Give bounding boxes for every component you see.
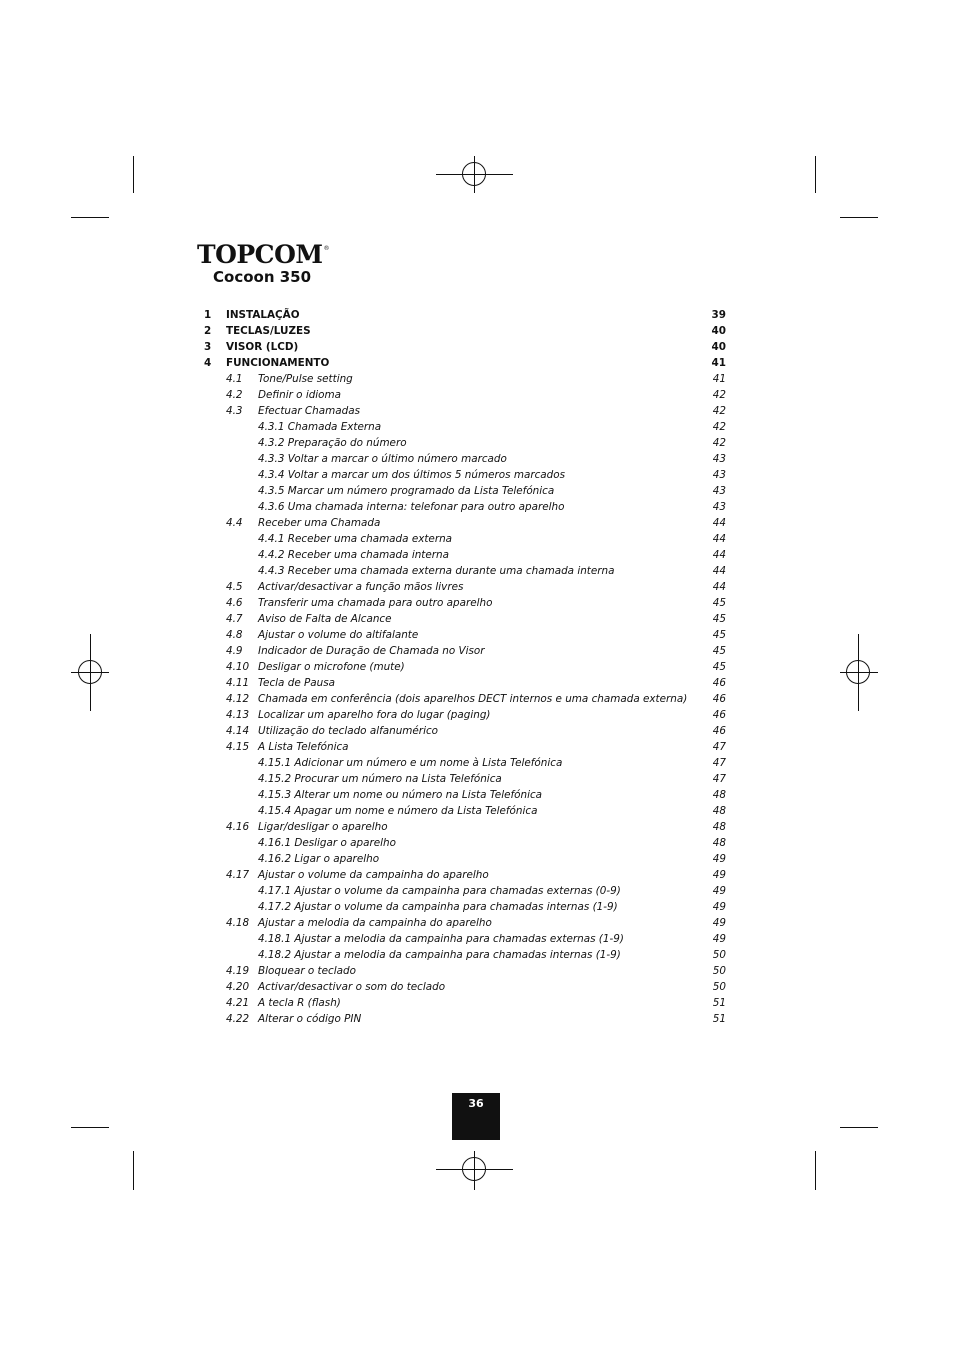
toc-entry-number: 4.12 (226, 693, 250, 705)
toc-entry-number: 2 (204, 325, 212, 337)
toc-entry-number: 4.3 (226, 405, 243, 417)
toc-entry (204, 499, 726, 515)
toc-entry (204, 419, 726, 435)
toc-entry-title: INSTALAÇÃO (226, 309, 300, 321)
logo-wordmark: TOPCOM (197, 240, 323, 269)
toc-entry (204, 835, 726, 851)
toc-entry-number: 4.9 (226, 645, 243, 657)
toc-entry-number: 4 (204, 357, 212, 369)
toc-entry-page: 46 (712, 725, 726, 737)
toc-entry (204, 915, 726, 931)
toc-entry-page: 46 (712, 693, 726, 705)
toc-entry (204, 643, 726, 659)
toc-entry-title: Receber uma Chamada (258, 517, 381, 529)
toc-entry (204, 899, 726, 915)
toc-entry-title: VISOR (LCD) (226, 341, 299, 353)
toc-entry (204, 1011, 726, 1027)
toc-entry-title: Ajustar o volume da campainha do aparelho (258, 869, 489, 881)
toc-entry-page: 42 (712, 421, 726, 433)
toc-entry (204, 947, 726, 963)
toc-entry-number: 4.16 (226, 821, 250, 833)
toc-entry-title: 4.3.4 Voltar a marcar um dos últimos 5 números marcados (258, 469, 566, 481)
toc-entry-page: 48 (712, 805, 726, 817)
toc-entry-title: Indicador de Duração de Chamada no Visor (258, 645, 485, 657)
toc-entry-number: 4.18 (226, 917, 250, 929)
toc-entry (204, 787, 726, 803)
toc-entry-title: 4.17.2 Ajustar o volume da campainha para chamadas internas (1-9) (258, 901, 618, 913)
toc-entry-number: 4.4 (226, 517, 243, 529)
toc-entry-title: Activar/desactivar a função mãos livres (258, 581, 464, 593)
toc-entry-page: 42 (712, 405, 726, 417)
toc-entry-title: 4.15.4 Apagar um nome e número da Lista Telefónica (258, 805, 538, 817)
toc-entry (204, 931, 726, 947)
toc-entry-title: TECLAS/LUZES (226, 325, 311, 337)
toc-entry (204, 595, 726, 611)
toc-entry (204, 819, 726, 835)
toc-entry (204, 611, 726, 627)
toc-entry (204, 979, 726, 995)
toc-entry-title: Activar/desactivar o som do teclado (258, 981, 446, 993)
toc-entry-title: 4.3.3 Voltar a marcar o último número marcado (258, 453, 507, 465)
toc-entry-number: 4.14 (226, 725, 250, 737)
toc-entry (204, 467, 726, 483)
toc-entry-page: 47 (712, 773, 726, 785)
page-number: 36 (468, 1097, 484, 1110)
toc-entry-page: 49 (712, 917, 726, 929)
toc-entry-page: 47 (712, 757, 726, 769)
toc-entry (204, 307, 726, 323)
toc-entry-title: 4.17.1 Ajustar o volume da campainha para chamadas externas (0-9) (258, 885, 621, 897)
toc-entry (204, 515, 726, 531)
toc-entry (204, 323, 726, 339)
toc-entry-number: 4.19 (226, 965, 250, 977)
toc-entry-page: 50 (712, 949, 726, 961)
toc-entry (204, 755, 726, 771)
toc-entry-page: 45 (712, 629, 726, 641)
toc-entry (204, 883, 726, 899)
toc-entry-title: Alterar o código PIN (258, 1013, 362, 1025)
toc-entry-title: 4.3.2 Preparação do número (258, 437, 407, 449)
toc-entry-page: 49 (712, 885, 726, 897)
toc-entry-page: 40 (711, 325, 726, 337)
toc-entry (204, 739, 726, 755)
toc-entry (204, 963, 726, 979)
toc-entry (204, 627, 726, 643)
toc-entry-title: 4.15.2 Procurar um número na Lista Telefónica (258, 773, 502, 785)
toc-entry (204, 675, 726, 691)
toc-entry-number: 4.5 (226, 581, 243, 593)
toc-entry-page: 50 (712, 981, 726, 993)
toc-entry-page: 51 (712, 997, 726, 1009)
toc-entry (204, 995, 726, 1011)
toc-entry-page: 43 (712, 501, 726, 513)
toc-entry-page: 47 (712, 741, 726, 753)
toc-entry-title: 4.15.1 Adicionar um número e um nome à Lista Telefónica (258, 757, 563, 769)
toc-entry-number: 4.11 (226, 677, 250, 689)
toc-entry-title: 4.4.2 Receber uma chamada interna (258, 549, 449, 561)
toc-entry-number: 4.1 (226, 373, 243, 385)
toc-entry-title: Desligar o microfone (mute) (258, 661, 405, 673)
toc-entry-number: 4.6 (226, 597, 243, 609)
toc-entry (204, 547, 726, 563)
toc-entry (204, 483, 726, 499)
toc-entry (204, 707, 726, 723)
toc-entry-title: 4.4.1 Receber uma chamada externa (258, 533, 453, 545)
toc-entry-page: 49 (712, 933, 726, 945)
toc-entry (204, 403, 726, 419)
toc-entry (204, 531, 726, 547)
toc-entry-number: 1 (204, 309, 212, 321)
toc-entry (204, 435, 726, 451)
toc-entry-title: Utilização do teclado alfanumérico (258, 725, 439, 737)
topcom-logo (197, 241, 329, 269)
toc-entry (204, 803, 726, 819)
toc-entry-title: 4.18.2 Ajustar a melodia da campainha para chamadas internas (1-9) (258, 949, 621, 961)
toc-entry-page: 45 (712, 661, 726, 673)
toc-entry-title: 4.4.3 Receber uma chamada externa durante uma chamada interna (258, 565, 615, 577)
toc-entry-number: 4.15 (226, 741, 250, 753)
toc-entry-page: 48 (712, 789, 726, 801)
table-of-contents (204, 307, 726, 1027)
toc-entry-page: 41 (711, 357, 726, 369)
toc-entry-page: 45 (712, 613, 726, 625)
toc-entry-page: 46 (712, 709, 726, 721)
toc-entry-page: 49 (712, 853, 726, 865)
toc-entry (204, 579, 726, 595)
toc-entry-title: 4.18.1 Ajustar a melodia da campainha para chamadas externas (1-9) (258, 933, 624, 945)
toc-entry (204, 771, 726, 787)
toc-entry-page: 41 (712, 373, 726, 385)
toc-entry (204, 339, 726, 355)
toc-entry-number: 4.21 (226, 997, 250, 1009)
toc-entry-title: Ajustar a melodia da campainha do aparelho (258, 917, 492, 929)
toc-entry-page: 44 (712, 517, 726, 529)
toc-entry-number: 4.7 (226, 613, 243, 625)
toc-entry (204, 691, 726, 707)
toc-entry-page: 44 (712, 581, 726, 593)
toc-entry-number: 4.8 (226, 629, 243, 641)
product-model: Cocoon 350 (213, 268, 312, 286)
toc-entry-title: Localizar um aparelho fora do lugar (paging) (258, 709, 491, 721)
toc-entry-title: 4.16.1 Desligar o aparelho (258, 837, 396, 849)
toc-entry-title: 4.15.3 Alterar um nome ou número na Lista Telefónica (258, 789, 543, 801)
toc-entry-title: A Lista Telefónica (258, 741, 349, 753)
toc-entry-title: Bloquear o teclado (258, 965, 356, 977)
toc-entry-title: Tone/Pulse setting (258, 373, 353, 385)
toc-entry-page: 46 (712, 677, 726, 689)
toc-entry-number: 3 (204, 341, 212, 353)
toc-entry-number: 4.22 (226, 1013, 250, 1025)
toc-entry-number: 4.2 (226, 389, 243, 401)
toc-entry-number: 4.20 (226, 981, 250, 993)
toc-entry-title: Transferir uma chamada para outro aparelho (258, 597, 493, 609)
toc-entry (204, 563, 726, 579)
toc-entry-page: 44 (712, 565, 726, 577)
toc-entry-page: 49 (712, 869, 726, 881)
toc-entry-title: Ajustar o volume do altifalante (258, 629, 419, 641)
toc-entry-page: 43 (712, 453, 726, 465)
toc-entry-page: 43 (712, 485, 726, 497)
toc-entry (204, 387, 726, 403)
toc-entry-title: Aviso de Falta de Alcance (258, 613, 392, 625)
toc-entry (204, 355, 726, 371)
toc-entry-page: 44 (712, 549, 726, 561)
toc-entry-number: 4.17 (226, 869, 250, 881)
toc-entry-title: Tecla de Pausa (258, 677, 336, 689)
toc-entry-page: 39 (711, 309, 726, 321)
toc-entry-title: Chamada em conferência (dois aparelhos DECT internos e uma chamada externa) (258, 693, 688, 705)
toc-entry-page: 48 (712, 821, 726, 833)
registered-mark: ® (323, 245, 330, 252)
toc-entry-page: 51 (712, 1013, 726, 1025)
toc-entry-title: A tecla R (flash) (258, 997, 341, 1009)
toc-entry (204, 851, 726, 867)
toc-entry-title: 4.16.2 Ligar o aparelho (258, 853, 380, 865)
toc-entry-page: 42 (712, 389, 726, 401)
toc-entry-title: 4.3.1 Chamada Externa (258, 421, 382, 433)
toc-entry-page: 48 (712, 837, 726, 849)
toc-entry-page: 45 (712, 645, 726, 657)
toc-entry (204, 451, 726, 467)
toc-entry-page: 42 (712, 437, 726, 449)
page-number-box (452, 1093, 500, 1140)
toc-entry (204, 867, 726, 883)
toc-entry-page: 43 (712, 469, 726, 481)
toc-entry-page: 40 (711, 341, 726, 353)
toc-entry-title: 4.3.6 Uma chamada interna: telefonar para outro aparelho (258, 501, 565, 513)
toc-entry-title: FUNCIONAMENTO (226, 357, 330, 369)
toc-entry (204, 723, 726, 739)
toc-entry (204, 371, 726, 387)
toc-entry-title: Efectuar Chamadas (258, 405, 361, 417)
toc-entry-page: 49 (712, 901, 726, 913)
toc-entry-number: 4.13 (226, 709, 250, 721)
toc-entry-page: 50 (712, 965, 726, 977)
toc-entry-number: 4.10 (226, 661, 250, 673)
toc-entry-title: Ligar/desligar o aparelho (258, 821, 388, 833)
toc-entry-page: 44 (712, 533, 726, 545)
toc-entry-title: Definir o idioma (258, 389, 342, 401)
toc-entry (204, 659, 726, 675)
toc-entry-title: 4.3.5 Marcar um número programado da Lista Telefónica (258, 485, 555, 497)
toc-entry-page: 45 (712, 597, 726, 609)
